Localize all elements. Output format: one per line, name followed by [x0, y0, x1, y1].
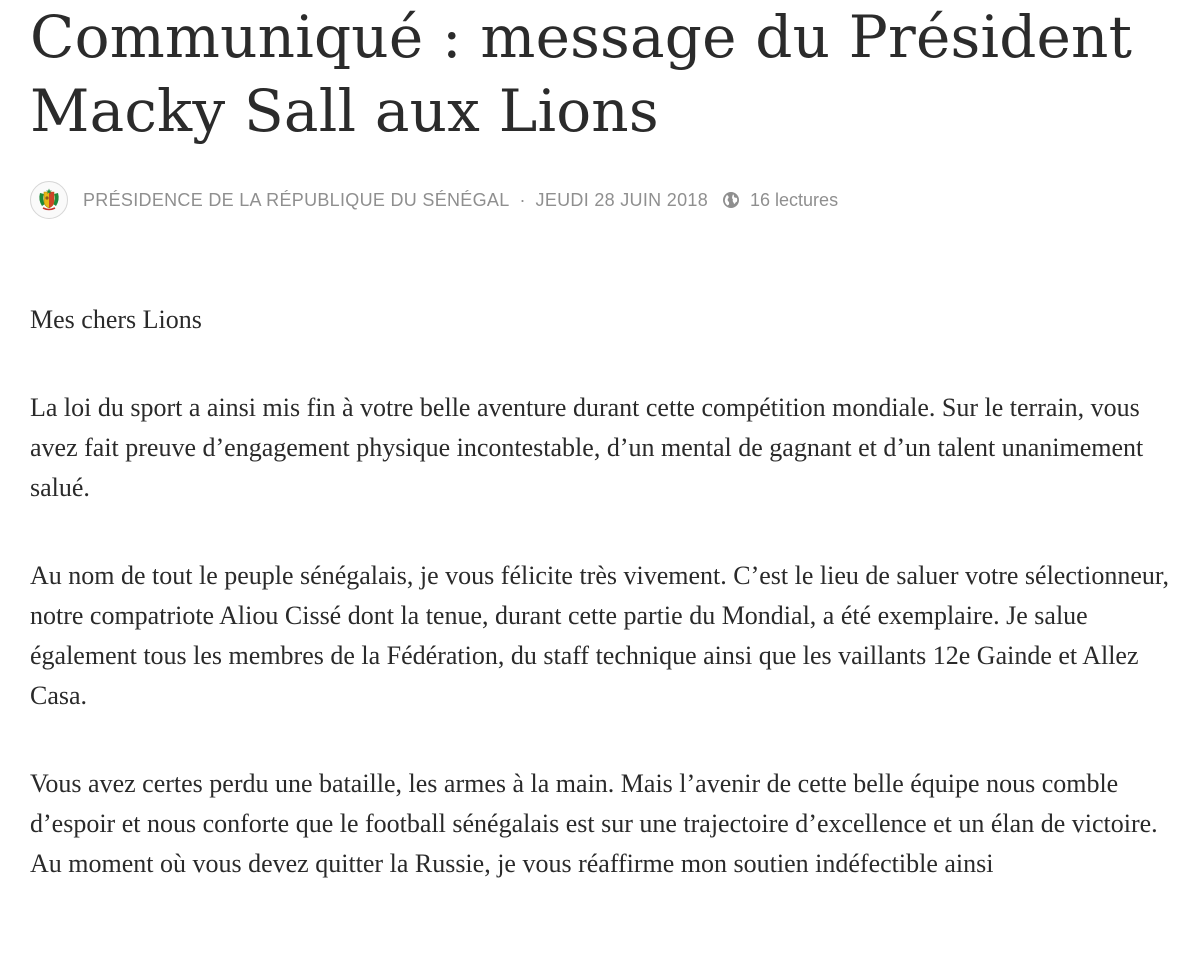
read-count: 16 lectures [750, 189, 839, 210]
paragraph: Au moment où vous devez quitter la Russie, je vous réaffirme mon soutien indéfectible ainsi [30, 849, 994, 878]
publisher-avatar[interactable] [30, 181, 68, 219]
paragraph: Au nom de tout le peuple sénégalais, je vous félicite très vivement. C’est le lieu de saluer votre sélectionneur, notre compatriote Aliou Cissé dont la tenue, durant cette partie du Mondial, a été exemplaire. Je salue également tous les membres de la Fédération, du staff technique ainsi que les vaillants 12e Gainde et Allez Casa. [30, 561, 1169, 710]
coat-of-arms-icon [36, 187, 62, 213]
article [30, 0, 1180, 884]
paragraph-salutation: Mes chers Lions [30, 305, 202, 334]
publisher-name[interactable]: PRÉSIDENCE DE LA RÉPUBLIQUE DU SÉNÉGAL [83, 189, 510, 210]
meta-separator: · [519, 189, 526, 210]
globe-icon [722, 191, 740, 209]
article-body [30, 300, 1180, 884]
article-title: Communiqué : message du Président Macky Sall aux Lions [30, 3, 1133, 145]
publish-date: JEUDI 28 JUIN 2018 [535, 189, 709, 210]
paragraph: Vous avez certes perdu une bataille, les armes à la main. Mais l’avenir de cette belle équipe nous comble d’espoir et nous conforte que le football sénégalais est sur une trajectoire d’excellence et un élan de victoire. [30, 769, 1158, 838]
article-meta [30, 180, 1180, 220]
paragraph: La loi du sport a ainsi mis fin à votre belle aventure durant cette compétition mondiale. Sur le terrain, vous avez fait preuve d’engagement physique incontestable, d’un mental de gagnant et d’un talent unanimement salué. [30, 393, 1144, 502]
